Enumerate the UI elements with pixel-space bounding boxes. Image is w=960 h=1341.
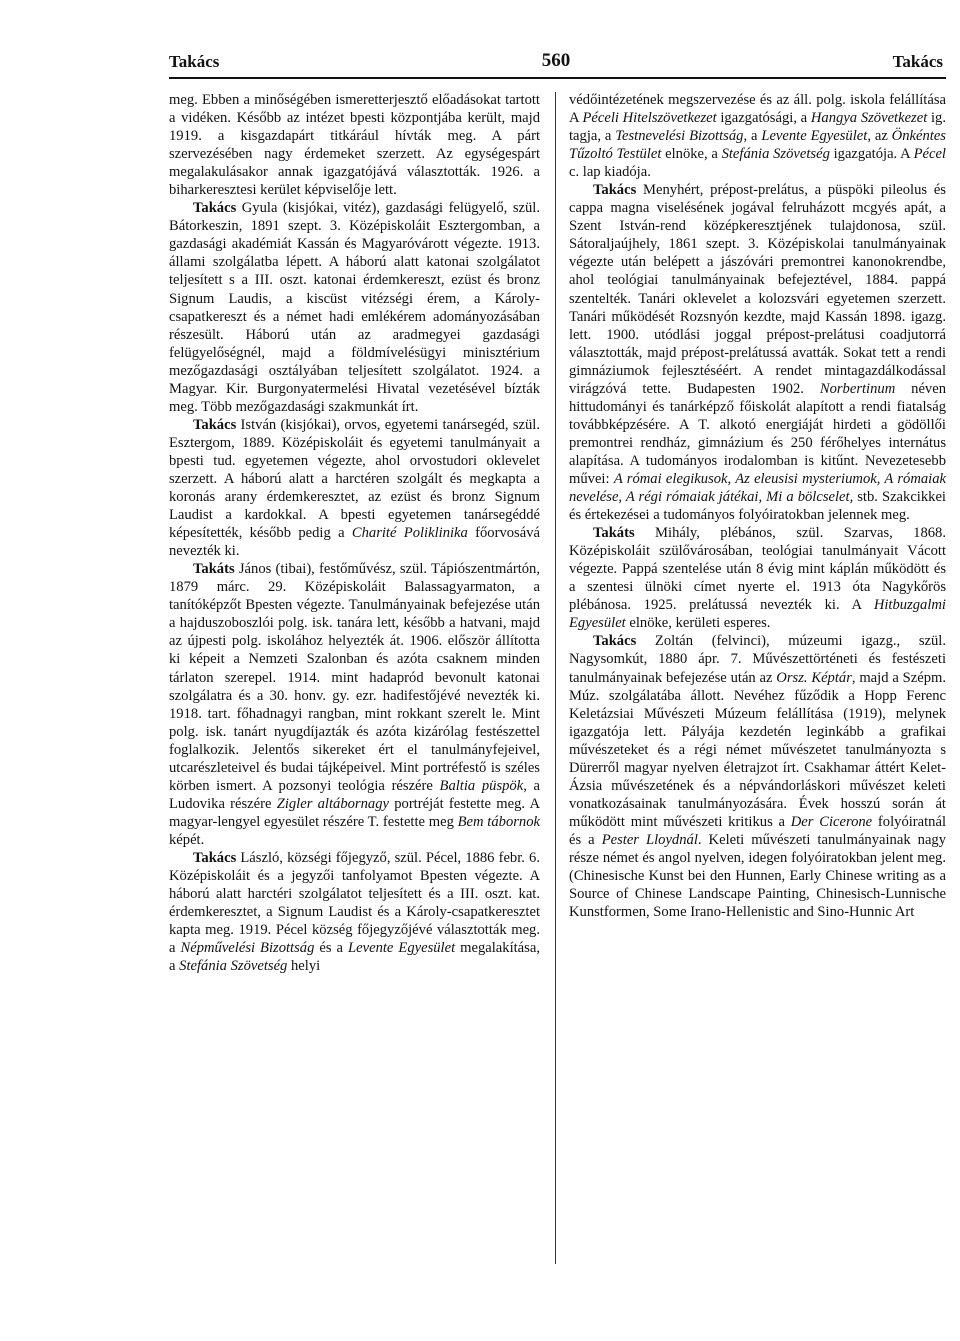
entry-text: Gyula (kisjókai, vitéz), gazdasági felügyelő, szül. Bátorkeszin, 1891 szept. 3. Középiskoláit Esztergomban, a gazdasági akadémiát Kassán és Magyaróvárott végezte. 1913. állami szolgálatba lépett. A háború alatt katonai szolgálatot teljesített s a III. oszt. katonai érdemkereszt, ezüst és bronz Signum Laudis, a kiscüst vitézségi érem, a Károly-csapatkereszt és a német hadi emlékérem adományozásában részesült. Háború után az aradmegyei gazdasági felügyelőségnél, majd a földmívelésügyi minisztérium mezőgazdasági osztályában teljesített szolgálatot. 1924. a Magyar. Kir. Burgonyatermelési Hivatal vezetésével bízták meg. Több mezőgazdasági szakmunkát írt. xyxy=(169,200,540,415)
left-column xyxy=(169,91,540,975)
running-header xyxy=(169,50,943,74)
dictionary-entry xyxy=(169,199,540,416)
entry-text: igazgatósági, a xyxy=(716,110,811,127)
entry-text: János (tibai), festőművész, szül. Tápiószentmártón, 1879 márc. 29. Középiskoláit Balassagyarmaton, a tanítóképzőt Bpesten végezte. Tanulmányainak befejezése után a hajduszoboszlói polg. isk. tanára lett, később a hatvani, majd az újpesti polg. iskolához helyezték át. 1906. először állította ki képeit a Nemzeti Szalonban és azóta csaknem minden tárlaton szerepel. 1914. mint hadapród bevonult katonai szolgálatra és a 30. honv. gy. ezr. hadifestőjévé nevezték ki. 1918. tart. főhadnagyi rangban, mint rokkant szerelt le. Mint polg. isk. tanárt nyugdíjazták és azóta kizárólag festészettel foglalkozik. Jelentős sikereket ért el tanulmányfejeivel, utcarészleteivel és budai tájképeivel. Mint portréfestő is széles körben ismert. A pozsonyi teológia részére xyxy=(169,561,540,794)
page-number: 560 xyxy=(541,50,571,71)
italic-title: Baltia püspök xyxy=(439,777,524,794)
italic-title: Népművelési Bizottság xyxy=(180,940,315,957)
entry-text: meg. Ebben a minőségében ismeretterjesztő előadásokat tartott a vidéken. Később az intézet bpesti központjába került, majd 1919. a kisgazdapárt titkárául hívták meg. A párt szervezésében nagy érdemeket szerzett. Az egységespárt megalakulásakor annak igazgatójává választották. 1926. a biharkeresztesi kerület képviselője lett. xyxy=(169,92,540,199)
entry-text: és a xyxy=(314,940,349,957)
entry-text: portréját festette meg. A magyar-lengyel egyesület részére T. festette meg xyxy=(169,795,541,830)
entry-text: László, községi főjegyző, szül. Pécel, 1886 febr. 6. Középiskoláit és a jegyzői tanfolyamot Bpesten végezte. A háború alatt harctéri szolgálatot teljesített és a III. oszt. kat. érdemkeresztet, a Signum Laudist és a Károly-csapatkeresztet kapta meg. 1919. Pécel község főjegyzőjévé választották meg. a xyxy=(169,849,540,957)
entry-headword: Takács xyxy=(193,200,237,217)
entry-text: , a xyxy=(743,128,762,145)
header-left-headword: Takács xyxy=(169,52,220,71)
entry-headword: Takáts xyxy=(193,561,235,578)
entry-headword: Takács xyxy=(193,416,237,433)
dictionary-entry xyxy=(569,632,946,921)
entry-text: , az xyxy=(867,128,892,145)
entry-headword: Takács xyxy=(593,182,637,199)
entry-continuation xyxy=(169,91,540,199)
entry-text: , a Ludovika részére xyxy=(169,777,541,812)
italic-title: Stefánia Szövetség xyxy=(721,146,830,163)
entry-text: , majd a Szépm. Múz. szolgálatába állott. Nevéhez fűződik a Hopp Ferenc Keletázsiai Művészeti Múzeum felállítása (1919), melynek igazgatója lett. Pályája kezdetén leginkább a grafikai művészeteket és a régi német művészetet tanulmányozta s Dürerről magyar nyelven életrajzot írt. Csakhamar áttért Kelet-Ázsia művészetének és a népvándorláskori művészet keleti vonatkozásainak tanulmányozására. Évek hosszú során át működött mint művészeti kritikus a xyxy=(569,669,946,830)
italic-title: Hangya Szövetkezet xyxy=(810,110,928,127)
italic-title: Pester Lloydnál xyxy=(601,831,698,848)
entry-text: elnöke, kerületi esperes. xyxy=(625,615,771,632)
italic-title: Stefánia Szövetség xyxy=(179,958,288,975)
entry-text: megalakítása, a xyxy=(169,940,540,975)
dictionary-entry xyxy=(169,416,540,560)
italic-title: Hitbuzgalmi Egyesület xyxy=(569,597,946,632)
italic-title: Péceli Hitelszövetkezet xyxy=(582,110,717,127)
column-divider xyxy=(555,92,556,1264)
entry-text: elnöke, a xyxy=(661,146,722,163)
dictionary-entry xyxy=(569,524,946,632)
header-right-headword: Takács xyxy=(892,52,943,71)
italic-title: Pécel xyxy=(913,146,946,163)
right-column xyxy=(569,91,946,921)
entry-text: képét. xyxy=(169,831,205,848)
entry-continuation xyxy=(569,91,946,181)
entry-text: ig. tagja, a xyxy=(569,110,946,145)
italic-title: Levente Egyesület xyxy=(761,128,868,145)
italic-title: Levente Egyesület xyxy=(348,940,456,957)
entry-text: István (kisjókai), orvos, egyetemi tanársegéd, szül. Esztergom, 1889. Középiskoláit és egyetemi tanulmányait a bpesti tud. egyetemen végezte, ahol orvostudori oklevelet szerzett. A háború alatt a harctéren szolgált és megkapta a koronás arany érdemkeresztet, az ezüst és bronz Signum Laudist a kardokkal. A bpesti egyetemen tanársegéddé képesítették, később pedig a xyxy=(169,416,540,542)
italic-title: Testnevelési Bizottság xyxy=(615,128,744,145)
italic-title: Bem tábornok xyxy=(457,813,540,830)
italic-title: A római elegikusok, Az eleusisi mysteriumok, A rómaiak nevelése, A régi rómaiak játékai, Mi a bölcselet, xyxy=(569,470,946,506)
italic-title: Norbertinum xyxy=(819,380,896,397)
dictionary-entry xyxy=(569,181,946,524)
dictionary-entry xyxy=(169,849,540,975)
entry-text: Menyhért, prépost-prelátus, a püspöki pileolus és cappa magna viselésének jogával felruházott mcgyés apát, a Szent István-rend középkeresztjének tulajdonosa, szül. Sátoraljaújhely, 1861 szept. 3. Középiskolai tanulmányainak végezte után belépett a jászóvári premontrei kanonokrendbe, ahol teológiai tanulmányainak befejeztével, 1884. pappá szentelték. Tanári oklevelet a kolozsvári egyetemen szerzett. Tanári működését Rozsnyón kezdte, majd Kassán 1898. igazg. lett. 1900. utódlási joggal prépost-prelátusi coadjutorrá választották, majd prépost-prelátussá avatták. Sokat tett a rendi gimnáziumok fejlesztéséért. A rendet mintagazdálkodással virágzóvá tette. Budapesten 1902. xyxy=(569,182,946,397)
entry-headword: Takács xyxy=(193,849,237,866)
entry-text: . Keleti művészeti tanulmányainak nagy része német és angol nyelven, idegen folyóiratokban jelent meg. (Chinesische Kunst bei den Hunnen, Early Chinese writing as a Source of Chinese Landscape Painting, Chinesisch-Lunnische Kunstformen, Some Irano-Hellenistic and Sino-Hunnic Art xyxy=(569,831,947,921)
entry-text: főorvosává nevezték ki. xyxy=(169,525,540,560)
italic-title: Orsz. Képtár xyxy=(776,669,852,686)
italic-title: Der Cicerone xyxy=(790,813,873,830)
entry-text: Zoltán (felvinci), múzeumi igazg., szül. Nagysomkút, 1880 ápr. 7. Művészettörténeti és festészeti tanulmányainak befejezése után az xyxy=(569,633,946,686)
dictionary-entry xyxy=(169,560,540,849)
header-rule xyxy=(169,77,946,79)
entry-text: c. lap kiadója. xyxy=(569,164,651,181)
entry-text: helyi xyxy=(287,958,321,975)
entry-text: igazgatója. A xyxy=(829,146,914,163)
italic-title: Charité Poliklinika xyxy=(351,525,468,542)
entry-text: stb. Szakcikkei és értekezései a tudományos folyóiratokban jelennek meg. xyxy=(569,489,946,524)
italic-title: Önkéntes Tűzoltó Testület xyxy=(569,128,946,163)
entry-text: védőintézetének megszervezése és az áll. polg. iskola felállítása A xyxy=(569,92,946,127)
entry-text: folyóiratnál és a xyxy=(569,813,947,848)
entry-text: Mihály, plébános, szül. Szarvas, 1868. Középiskoláit szülővárosában, teológiai tanulmányait Vácott végezte. Pappá szentelése után 8 évig mint káplán működött és a szentesi ülnöki címet nyerte el. 1913 óta Nagykőrös plébánosa. 1925. prelátussá nevezték ki. A xyxy=(569,525,946,614)
entry-headword: Takáts xyxy=(593,525,635,542)
entry-text: néven hittudományi és tanárképző főiskolát alapított a rendi fiatalság továbbképzésére. A T. alkotó energiáját hirdeti a gödöllői premontrei rendház, gimnázium és 250 férőhelyes internátus alapítása. A tudományos irodalomban is kitűnt. Nevezetesebb művei: xyxy=(569,380,946,487)
entry-headword: Takács xyxy=(593,633,637,650)
italic-title: Zigler altábornagy xyxy=(276,795,389,812)
